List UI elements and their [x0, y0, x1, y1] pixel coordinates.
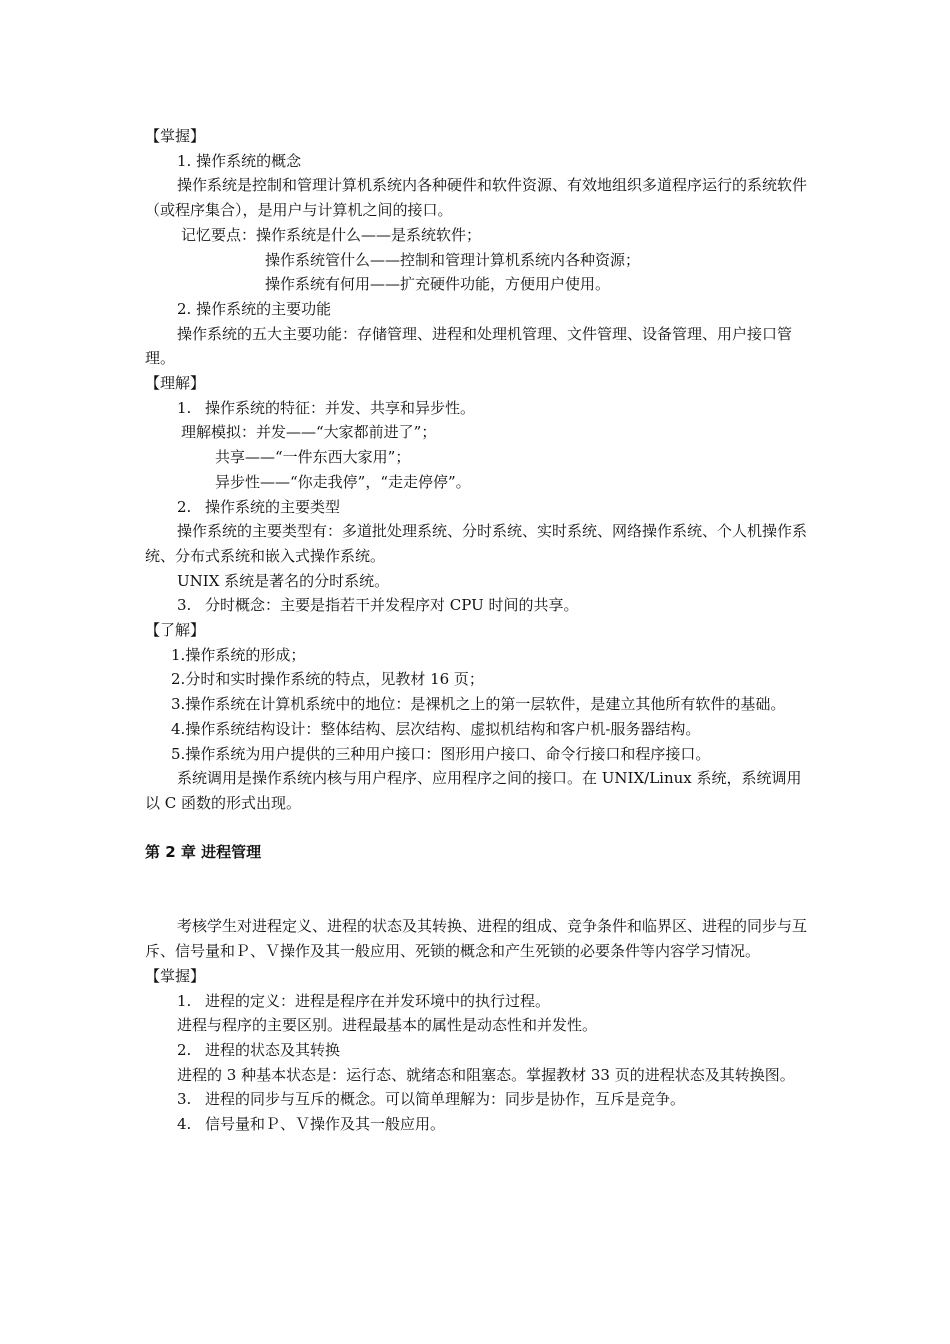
item-number: 1. [177, 398, 192, 417]
paragraph-chapter-intro: 考核学生对进程定义、进程的状态及其转换、进程的组成、竞争条件和临界区、进程的同步与互斥、信号量和Ｐ、Ｖ操作及其一般应用、死锁的概念和产生死锁的必要条件等内容学习情况。 [145, 917, 808, 961]
analogy-line-1: 理解模拟：并发——“大家都前进了”； [181, 423, 437, 442]
know-item-4 [145, 717, 810, 742]
master-item-2 [145, 1038, 810, 1063]
paragraph-unix: UNIX 系统是著名的分时系统。 [177, 571, 390, 590]
paragraph-os-functions: 操作系统的五大主要功能：存储管理、进程和处理机管理、文件管理、设备管理、用户接口管理。 [145, 324, 793, 368]
item-number: 3. [177, 1090, 192, 1109]
section-tag-master: 【掌握】 [145, 127, 206, 145]
item-text: 进程的定义：进程是程序在并发环境中的执行过程。 [205, 991, 551, 1010]
know-item-3 [145, 692, 810, 717]
heading-os-concept: 1. 操作系统的概念 [177, 151, 302, 170]
item-number: 4. [171, 719, 186, 738]
heading-os-functions: 2. 操作系统的主要功能 [177, 299, 332, 318]
understand-item-1 [145, 396, 810, 421]
paragraph-os-definition: 操作系统是控制和管理计算机系统内各种硬件和软件资源、有效地组织多道程序运行的系统软件（或程序集合），是用户与计算机之间的接口。 [145, 176, 808, 220]
item-number: 4. [177, 1115, 192, 1134]
item-number: 2. [177, 497, 192, 516]
memo-line-3: 操作系统有何用——扩充硬件功能，方便用户使用。 [265, 275, 611, 294]
item-number: 1. [171, 645, 186, 664]
understand-item-2 [145, 495, 810, 520]
item-text: 操作系统的主要类型 [205, 497, 341, 516]
section-tag-understand: 【理解】 [145, 374, 206, 393]
item-number: 3. [177, 596, 192, 615]
item-text: 操作系统在计算机系统中的地位：是裸机之上的第一层软件，是建立其他所有软件的基础。 [185, 695, 786, 714]
paragraph-process-vs-program: 进程与程序的主要区别。进程最基本的属性是动态性和并发性。 [177, 1016, 598, 1035]
spacer [145, 890, 810, 915]
item-number: 2. [171, 670, 186, 689]
paragraph-syscall: 系统调用是操作系统内核与用户程序、应用程序之间的接口。在 UNIX/Linux 系统，系统调用以 C 函数的形式出现。 [145, 769, 802, 812]
item-number: 2. [177, 1040, 192, 1059]
item-text: 操作系统结构设计：整体结构、层次结构、虚拟机结构和客户机-服务器结构。 [185, 719, 701, 738]
analogy-line-2: 共享——“一件东西大家用”； [215, 448, 411, 467]
item-text: 操作系统的特征：并发、共享和异步性。 [205, 398, 476, 417]
item-text: 进程的同步与互斥的概念。可以简单理解为：同步是协作，互斥是竞争。 [205, 1090, 686, 1109]
know-item-2 [145, 667, 810, 692]
section-tag-know: 【了解】 [145, 621, 206, 640]
item-text: 进程的状态及其转换 [205, 1040, 341, 1059]
chapter-title: 第 2 章 进程管理 [145, 843, 262, 862]
item-number: 5. [171, 744, 186, 763]
understand-item-3 [145, 593, 810, 618]
spacer [145, 865, 810, 890]
item-text: 操作系统的形成； [185, 645, 306, 664]
item-text: 操作系统为用户提供的三种用户接口：图形用户接口、命令行接口和程序接口。 [185, 744, 711, 763]
item-number: 3. [171, 695, 186, 714]
paragraph-process-states: 进程的 3 种基本状态是：运行态、就绪态和阻塞态。掌握教材 33 页的进程状态及其转换图。 [177, 1065, 795, 1084]
spacer [145, 816, 810, 841]
know-item-5 [145, 742, 810, 767]
item-number: 1. [177, 991, 192, 1010]
paragraph-os-types: 操作系统的主要类型有：多道批处理系统、分时系统、实时系统、网络操作系统、个人机操作系统、分布式系统和嵌入式操作系统。 [145, 522, 808, 565]
item-text: 分时概念：主要是指若干并发程序对 CPU 时间的共享。 [205, 596, 579, 615]
document-page [145, 124, 810, 1137]
item-text: 分时和实时操作系统的特点，见教材 16 页； [185, 670, 484, 689]
master-item-1 [145, 989, 810, 1014]
master-item-4 [145, 1112, 810, 1137]
section-tag-master-2: 【掌握】 [145, 966, 206, 985]
analogy-line-3: 异步性——“你走我停”，“走走停停”。 [215, 472, 471, 491]
know-item-1 [145, 643, 810, 668]
item-text: 信号量和Ｐ、Ｖ操作及其一般应用。 [205, 1115, 446, 1134]
master-item-3 [145, 1087, 810, 1112]
memo-line-2: 操作系统管什么——控制和管理计算机系统内各种资源； [265, 250, 641, 269]
memo-line-1: 记忆要点：操作系统是什么——是系统软件； [181, 225, 482, 244]
